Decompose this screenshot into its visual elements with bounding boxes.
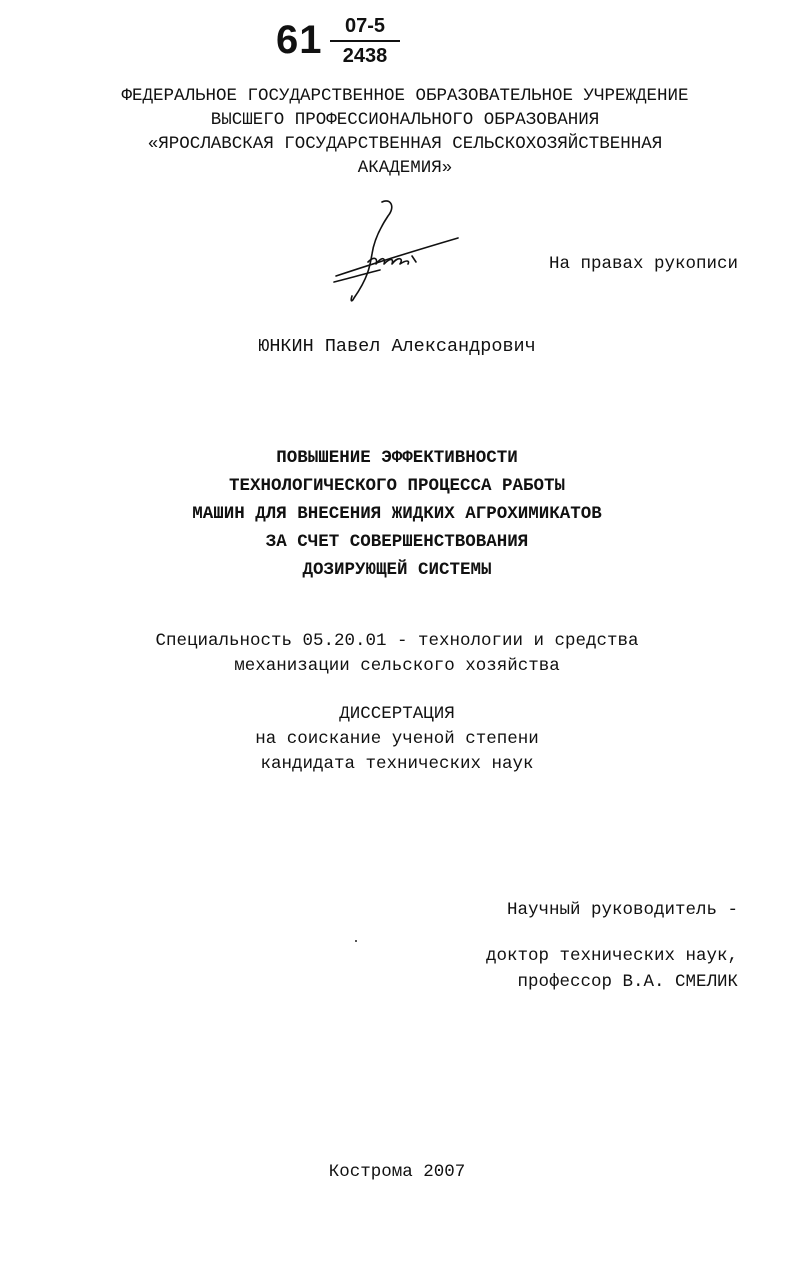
dissertation-title [0, 444, 794, 584]
institution-header [40, 84, 770, 180]
degree-line: на соискание ученой степени [255, 729, 539, 749]
catalog-denominator: 2438 [342, 45, 388, 67]
signature-stroke-tick [412, 256, 416, 262]
scan-speck [355, 940, 357, 942]
title-line: МАШИН ДЛЯ ВНЕСЕНИЯ ЖИДКИХ АГРОХИМИКАТОВ [192, 504, 602, 524]
supervisor-block [486, 897, 738, 995]
supervisor-degree: доктор технических наук, [485, 946, 738, 966]
signature-stroke-loop [351, 201, 392, 301]
degree-block [0, 702, 794, 777]
degree-line: кандидата технических наук [260, 754, 534, 774]
institution-line: ВЫСШЕГО ПРОФЕССИОНАЛЬНОГО ОБРАЗОВАНИЯ [210, 110, 600, 130]
degree-line: ДИССЕРТАЦИЯ [339, 704, 455, 724]
supervisor-name: профессор В.А. СМЕЛИК [517, 972, 738, 992]
institution-line: ФЕДЕРАЛЬНОЕ ГОСУДАРСТВЕННОЕ ОБРАЗОВАТЕЛЬНОЕ УЧРЕЖДЕНИЕ [121, 86, 689, 106]
catalog-fraction-bar [330, 40, 400, 42]
catalog-numerator: 07-5 [344, 15, 386, 37]
supervisor-role: Научный руководитель - [506, 900, 738, 920]
title-line: ДОЗИРУЮЩЕЙ СИСТЕМЫ [302, 560, 492, 580]
specialty-line: механизации сельского хозяйства [234, 656, 560, 676]
specialty-block [0, 629, 794, 679]
signature-stroke-underline [336, 238, 458, 276]
city-year: Кострома 2007 [328, 1162, 466, 1182]
institution-line: АКАДЕМИЯ» [357, 158, 453, 178]
catalog-fraction [330, 14, 400, 67]
institution-line: «ЯРОСЛАВСКАЯ ГОСУДАРСТВЕННАЯ СЕЛЬСКОХОЗЯЙСТВЕННАЯ [147, 134, 663, 154]
signature-stroke-dash [334, 270, 380, 282]
catalog-prefix: 61 [276, 18, 323, 62]
author-name: ЮНКИН Павел Александрович [258, 336, 536, 357]
supervisor-gap [486, 923, 738, 943]
specialty-line: Специальность 05.20.01 - технологии и средства [155, 631, 639, 651]
signature-icon [330, 198, 470, 306]
title-line: ТЕХНОЛОГИЧЕСКОГО ПРОЦЕССА РАБОТЫ [228, 476, 566, 496]
title-line: ПОВЫШЕНИЕ ЭФФЕКТИВНОСТИ [276, 448, 518, 468]
title-line: ЗА СЧЕТ СОВЕРШЕНСТВОВАНИЯ [265, 532, 529, 552]
manuscript-note: На правах рукописи [548, 254, 738, 274]
